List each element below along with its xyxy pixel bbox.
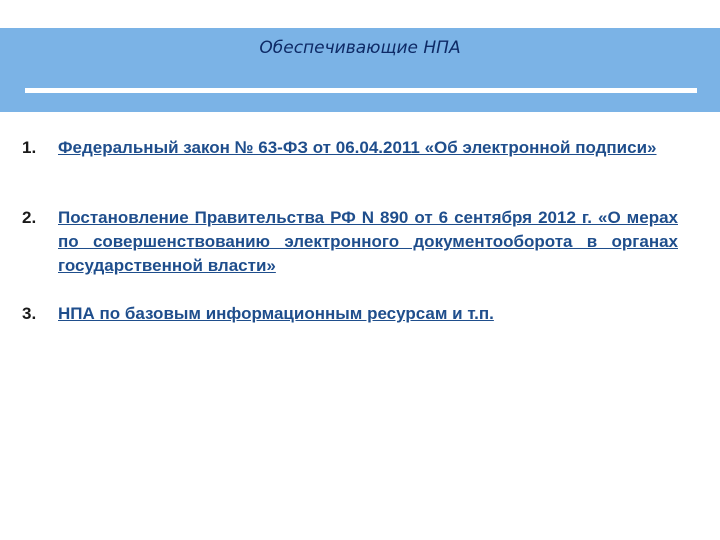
npa-link-63fz[interactable]: Федеральный закон № 63-ФЗ от 06.04.2011 «Об электронной подписи» <box>58 138 657 157</box>
item-number: 3. <box>22 304 37 323</box>
header-divider <box>25 88 697 93</box>
item-number: 1. <box>22 138 37 157</box>
npa-link-890[interactable]: Постановление Правительства РФ N 890 от 6 сентября 2012 г. «О мерах по совершенствованию электронного документооборота в органах государственной власти» <box>58 208 678 275</box>
npa-link-base-resources[interactable]: НПА по базовым информационным ресурсам и т.п. <box>58 304 494 323</box>
item-number: 2. <box>22 208 37 227</box>
page-title: Обеспечивающие НПА <box>259 38 461 58</box>
